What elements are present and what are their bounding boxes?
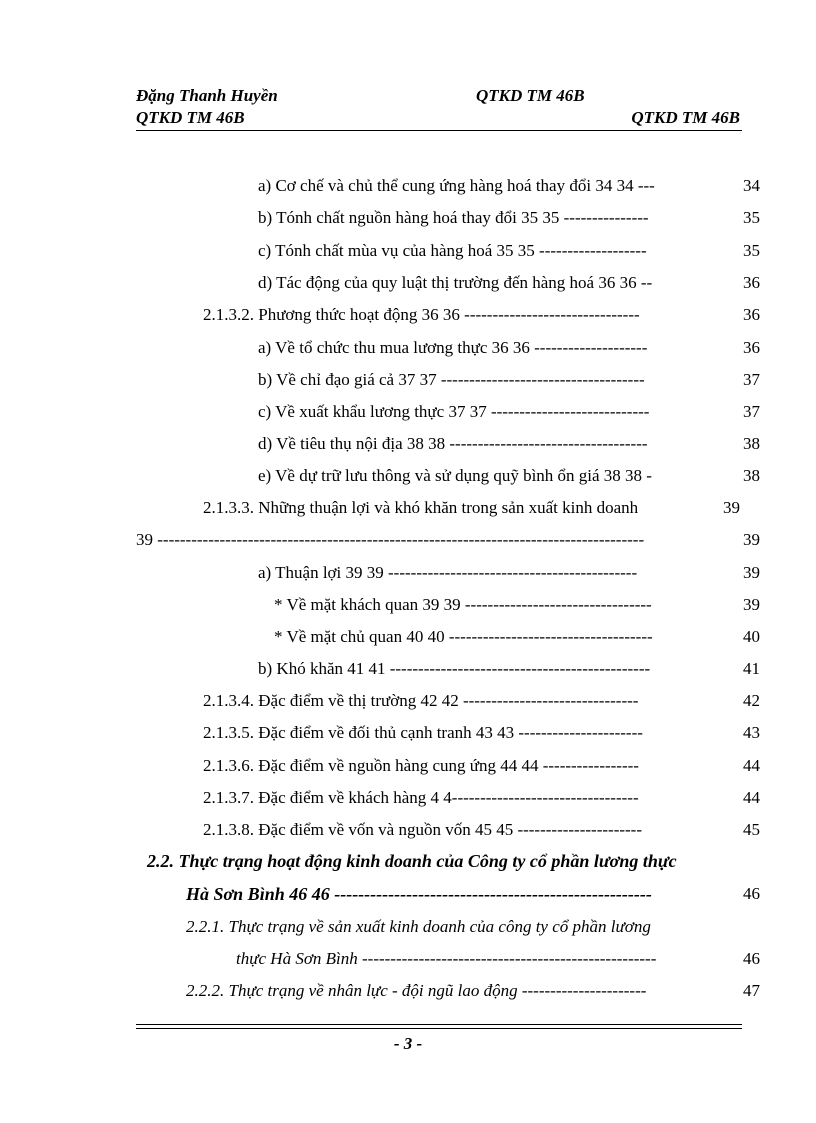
toc-entry[interactable] bbox=[0, 305, 760, 333]
toc-entry[interactable] bbox=[0, 434, 760, 462]
toc-entry-page: 39 bbox=[743, 530, 760, 549]
toc-entry[interactable] bbox=[0, 659, 760, 687]
toc-entry[interactable] bbox=[0, 338, 760, 366]
toc-entry-text: a) Thuận lợi 39 39 -------------------------------------------- bbox=[258, 563, 638, 582]
toc-entry[interactable] bbox=[0, 949, 760, 977]
header-author: Đặng Thanh Huyền bbox=[136, 86, 278, 105]
header-class-center: QTKD TM 46B bbox=[476, 86, 585, 105]
toc-entry-text: b) Khó khăn 41 41 ---------------------------------------------- bbox=[258, 659, 651, 678]
toc-entry-page: 41 bbox=[743, 659, 760, 678]
toc-entry-page: 37 bbox=[743, 402, 760, 421]
toc-entry-page: 38 bbox=[743, 434, 760, 453]
toc-entry-text: 2.1.3.7. Đặc điểm về khách hàng 4 4--------------------------------- bbox=[203, 788, 639, 807]
toc-entry[interactable] bbox=[0, 917, 760, 945]
toc-entry-text: c) Tónh chất mùa vụ của hàng hoá 35 35 ------------------- bbox=[258, 241, 647, 260]
toc-entry-page: 47 bbox=[743, 981, 760, 1000]
toc-entry[interactable] bbox=[0, 756, 760, 784]
toc-entry-page: 37 bbox=[743, 370, 760, 389]
toc-entry[interactable] bbox=[0, 788, 760, 816]
toc-entry[interactable] bbox=[0, 241, 760, 269]
toc-entry-page: 44 bbox=[743, 756, 760, 775]
toc-entry-text: 2.1.3.4. Đặc điểm về thị trường 42 42 ------------------------------- bbox=[203, 691, 639, 710]
toc-entry-text: b) Về chỉ đạo giá cả 37 37 ------------------------------------ bbox=[258, 370, 645, 389]
header-rule bbox=[136, 130, 742, 131]
toc-entry-page: 46 bbox=[743, 884, 760, 903]
toc-entry-text: 2.1.3.8. Đặc điểm về vốn và nguồn vốn 45 45 ---------------------- bbox=[203, 820, 642, 839]
toc-entry-page: 39 bbox=[723, 498, 740, 517]
toc-entry-page: 35 bbox=[743, 241, 760, 260]
toc-entry-page: 40 bbox=[743, 627, 760, 646]
toc-entry-text: thực Hà Sơn Bình ---------------------------------------------------- bbox=[236, 949, 657, 968]
toc-entry[interactable] bbox=[0, 981, 760, 1009]
toc-entry[interactable] bbox=[0, 370, 760, 398]
toc-entry-text: 2.2. Thực trạng hoạt động kinh doanh của Công ty cổ phần lương thực bbox=[147, 851, 677, 871]
toc-entry-text: c) Về xuất khẩu lương thực 37 37 ---------------------------- bbox=[258, 402, 650, 421]
toc-entry-page: 39 bbox=[743, 563, 760, 582]
toc-entry[interactable] bbox=[0, 498, 740, 526]
toc-section-heading[interactable] bbox=[0, 851, 760, 879]
toc-entry-page: 43 bbox=[743, 723, 760, 742]
page-number: - 3 - bbox=[393, 1034, 423, 1053]
toc-entry[interactable] bbox=[0, 563, 760, 591]
toc-entry-page: 44 bbox=[743, 788, 760, 807]
toc-entry-text: a) Cơ chế và chủ thể cung ứng hàng hoá thay đổi 34 34 --- bbox=[258, 176, 655, 195]
toc-entry-page: 42 bbox=[743, 691, 760, 710]
footer-rule bbox=[136, 1024, 742, 1032]
toc-entry-text: 39 -------------------------------------------------------------------------------------- bbox=[136, 530, 645, 549]
toc-entry[interactable] bbox=[0, 530, 760, 558]
toc-entry-page: 34 bbox=[743, 176, 760, 195]
toc-entry-text: * Về mặt khách quan 39 39 --------------------------------- bbox=[274, 595, 652, 614]
toc-entry-text: 2.1.3.2. Phương thức hoạt động 36 36 ------------------------------- bbox=[203, 305, 640, 324]
toc-entry[interactable] bbox=[0, 595, 760, 623]
toc-entry-text: 2.1.3.3. Những thuận lợi và khó khăn trong sản xuất kinh doanh bbox=[203, 498, 639, 517]
header-class-right: QTKD TM 46B bbox=[631, 108, 740, 127]
toc-entry[interactable] bbox=[0, 820, 760, 848]
toc-entry-page: 36 bbox=[743, 305, 760, 324]
header-class-left: QTKD TM 46B bbox=[136, 108, 245, 127]
toc-entry-page: 36 bbox=[743, 338, 760, 357]
toc-entry[interactable] bbox=[0, 273, 760, 301]
toc-entry-text: 2.2.1. Thực trạng về sản xuất kinh doanh của công ty cổ phần lương bbox=[186, 917, 651, 936]
toc-entry-page: 46 bbox=[743, 949, 760, 968]
toc-entry-text: * Về mặt chủ quan 40 40 ------------------------------------ bbox=[274, 627, 653, 646]
toc-entry-text: Hà Sơn Bình 46 46 ----------------------------------------------------- bbox=[186, 884, 652, 904]
toc-entry[interactable] bbox=[0, 723, 760, 751]
toc-entry-page: 36 bbox=[743, 273, 760, 292]
toc-entry[interactable] bbox=[0, 402, 760, 430]
toc-entry[interactable] bbox=[0, 466, 760, 494]
toc-entry-text: e) Về dự trữ lưu thông và sử dụng quỹ bình ổn giá 38 38 - bbox=[258, 466, 652, 485]
toc-entry[interactable] bbox=[0, 208, 760, 236]
toc-entry-text: a) Về tổ chức thu mua lương thực 36 36 -------------------- bbox=[258, 338, 648, 357]
toc-entry-page: 45 bbox=[743, 820, 760, 839]
toc-entry-text: 2.2.2. Thực trạng về nhân lực - đội ngũ lao động ---------------------- bbox=[186, 981, 647, 1000]
toc-entry-text: 2.1.3.5. Đặc điểm về đối thủ cạnh tranh 43 43 ---------------------- bbox=[203, 723, 643, 742]
toc-entry-page: 39 bbox=[743, 595, 760, 614]
toc-entry[interactable] bbox=[0, 176, 760, 204]
toc-entry-text: b) Tónh chất nguồn hàng hoá thay đổi 35 35 --------------- bbox=[258, 208, 649, 227]
toc-entry-page: 38 bbox=[743, 466, 760, 485]
toc-entry[interactable] bbox=[0, 691, 760, 719]
toc-entry-text: d) Về tiêu thụ nội địa 38 38 ----------------------------------- bbox=[258, 434, 648, 453]
toc-entry-text: 2.1.3.6. Đặc điểm về nguồn hàng cung ứng 44 44 ----------------- bbox=[203, 756, 639, 775]
toc-entry[interactable] bbox=[0, 884, 760, 912]
toc-entry-page: 35 bbox=[743, 208, 760, 227]
toc-entry-text: d) Tác động của quy luật thị trường đến hàng hoá 36 36 -- bbox=[258, 273, 653, 292]
toc-entry[interactable] bbox=[0, 627, 760, 655]
